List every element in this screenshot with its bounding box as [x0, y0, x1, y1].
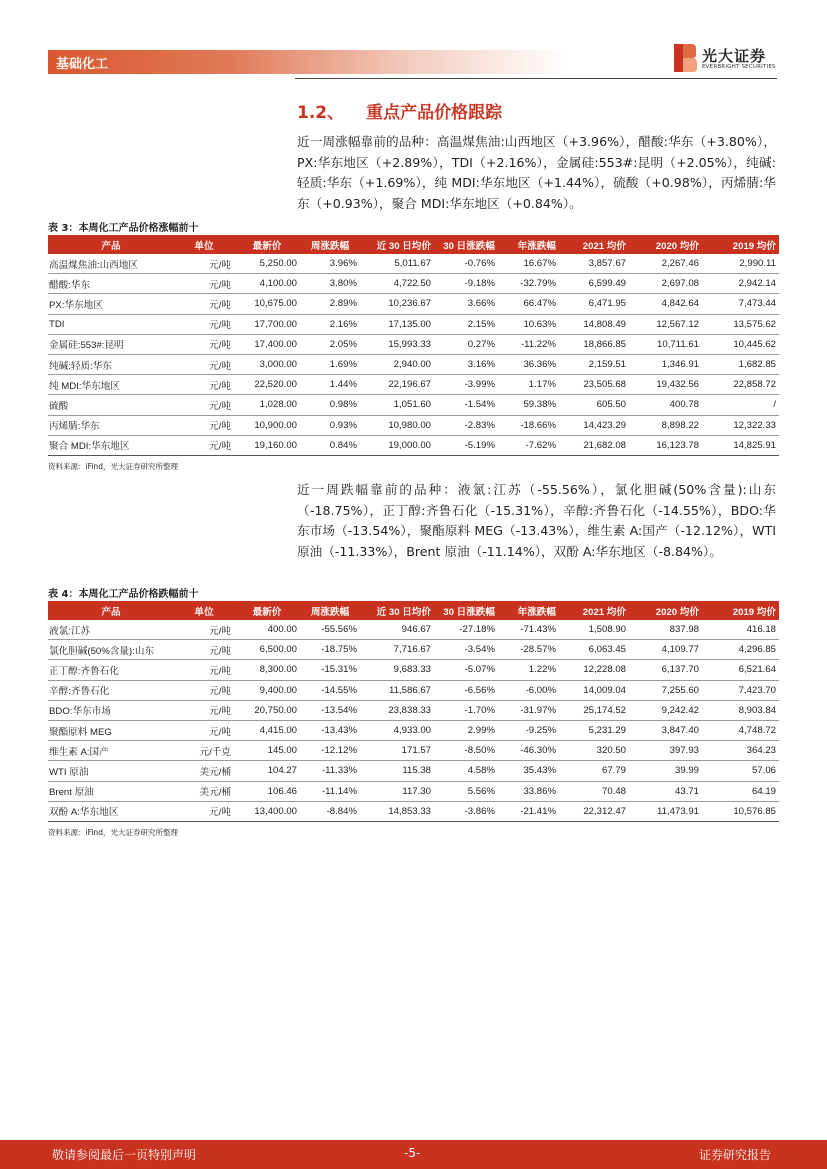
table-rise-caption: 表 3：本周化工产品价格涨幅前十	[48, 223, 199, 234]
cell-change-30d: -6.56%	[434, 680, 498, 700]
cell-latest-price: 13,400.00	[234, 801, 300, 821]
cell-yearly-change: -31.97%	[498, 700, 559, 720]
cell-avg-2020: 43.71	[629, 781, 702, 801]
cell-avg-2021: 14,808.49	[559, 314, 629, 334]
cell-avg-2021: 2,159.51	[559, 354, 629, 374]
cell-avg-2019: 10,445.62	[702, 334, 779, 354]
cell-avg-30d: 171.57	[360, 741, 434, 761]
cell-avg-2019: /	[702, 395, 779, 415]
cell-weekly-change: 3.80%	[300, 274, 360, 294]
everbright-logo-icon	[672, 42, 698, 74]
table-rise	[48, 235, 779, 456]
footer	[0, 1140, 827, 1169]
cell-yearly-change: -11.22%	[498, 334, 559, 354]
cell-latest-price: 400.00	[234, 620, 300, 640]
cell-change-30d: -3.54%	[434, 640, 498, 660]
cell-product: 聚酯原料 MEG	[48, 720, 174, 740]
cell-weekly-change: 0.84%	[300, 435, 360, 455]
table-row	[48, 700, 779, 720]
cell-avg-2019: 64.19	[702, 781, 779, 801]
cell-unit: 元/吨	[174, 640, 234, 660]
cell-latest-price: 17,400.00	[234, 334, 300, 354]
table-row	[48, 640, 779, 660]
cell-avg-2021: 14,009.04	[559, 680, 629, 700]
cell-avg-2021: 21,682.08	[559, 435, 629, 455]
cell-change-30d: 5.56%	[434, 781, 498, 801]
cell-yearly-change: 66.47%	[498, 294, 559, 314]
cell-avg-30d: 5,011.67	[360, 254, 434, 274]
column-header-product: 产品	[48, 601, 174, 620]
cell-unit: 元/吨	[174, 415, 234, 435]
cell-avg-2021: 70.48	[559, 781, 629, 801]
cell-yearly-change: -6.00%	[498, 680, 559, 700]
table-rise-source: 资料来源：iFind，光大证券研究所整理	[48, 462, 178, 471]
cell-avg-2020: 4,109.77	[629, 640, 702, 660]
cell-product: 液氯:江苏	[48, 620, 174, 640]
column-header-change-30d: 30 日涨跌幅	[434, 601, 498, 620]
cell-avg-2021: 5,231.29	[559, 720, 629, 740]
column-header-unit: 单位	[174, 235, 234, 254]
logo-text-en: EVERBRIGHT SECURITIES	[702, 64, 776, 70]
header-rule	[295, 78, 777, 79]
cell-change-30d: 0.27%	[434, 334, 498, 354]
section-tag: 基础化工	[56, 57, 109, 72]
cell-avg-2019: 22,858.72	[702, 375, 779, 395]
cell-change-30d: 3.66%	[434, 294, 498, 314]
cell-avg-2019: 12,322.33	[702, 415, 779, 435]
cell-change-30d: -3.99%	[434, 375, 498, 395]
table-row	[48, 354, 779, 374]
cell-change-30d: -0.76%	[434, 254, 498, 274]
cell-change-30d: 3.16%	[434, 354, 498, 374]
cell-change-30d: 4.58%	[434, 761, 498, 781]
cell-product: 维生素 A:国产	[48, 741, 174, 761]
cell-change-30d: -9.18%	[434, 274, 498, 294]
cell-avg-2021: 6,471.95	[559, 294, 629, 314]
table-row	[48, 620, 779, 640]
column-header-avg-30d: 近 30 日均价	[360, 235, 434, 254]
cell-latest-price: 6,500.00	[234, 640, 300, 660]
table-row	[48, 741, 779, 761]
footer-report-type: 证券研究报告	[698, 1148, 771, 1162]
cell-yearly-change: 16.67%	[498, 254, 559, 274]
column-header-avg-2019: 2019 均价	[702, 601, 779, 620]
cell-yearly-change: -18.66%	[498, 415, 559, 435]
cell-avg-2020: 6,137.70	[629, 660, 702, 680]
column-header-unit: 单位	[174, 601, 234, 620]
cell-weekly-change: -11.14%	[300, 781, 360, 801]
logo-text-cn: 光大证券	[702, 47, 767, 65]
cell-avg-30d: 4,722.50	[360, 274, 434, 294]
cell-product: PX:华东地区	[48, 294, 174, 314]
cell-avg-2019: 8,903.84	[702, 700, 779, 720]
cell-latest-price: 8,300.00	[234, 660, 300, 680]
cell-avg-2019: 13,575.62	[702, 314, 779, 334]
cell-avg-2021: 12,228.08	[559, 660, 629, 680]
cell-avg-2021: 18,866.85	[559, 334, 629, 354]
table-row	[48, 680, 779, 700]
cell-unit: 元/吨	[174, 660, 234, 680]
cell-avg-2019: 10,576.85	[702, 801, 779, 821]
cell-yearly-change: -28.57%	[498, 640, 559, 660]
table-fall-source: 资料来源：iFind，光大证券研究所整理	[48, 828, 178, 837]
cell-product: 聚合 MDI:华东地区	[48, 435, 174, 455]
cell-avg-2019: 4,748.72	[702, 720, 779, 740]
column-header-avg-2020: 2020 均价	[629, 601, 702, 620]
cell-weekly-change: 1.44%	[300, 375, 360, 395]
cell-product: 正丁醇:齐鲁石化	[48, 660, 174, 680]
cell-avg-2021: 25,174.52	[559, 700, 629, 720]
cell-weekly-change: -12.12%	[300, 741, 360, 761]
cell-product: 纯碱:轻质:华东	[48, 354, 174, 374]
cell-avg-30d: 9,683.33	[360, 660, 434, 680]
column-header-avg-2019: 2019 均价	[702, 235, 779, 254]
table-row	[48, 334, 779, 354]
column-header-avg-30d: 近 30 日均价	[360, 601, 434, 620]
cell-avg-2019: 57.06	[702, 761, 779, 781]
cell-avg-2019: 14,825.91	[702, 435, 779, 455]
cell-change-30d: -3.86%	[434, 801, 498, 821]
cell-avg-2019: 2,942.14	[702, 274, 779, 294]
cell-latest-price: 17,700.00	[234, 314, 300, 334]
cell-unit: 元/吨	[174, 294, 234, 314]
cell-avg-2021: 320.50	[559, 741, 629, 761]
cell-product: 纯 MDI:华东地区	[48, 375, 174, 395]
cell-unit: 元/吨	[174, 700, 234, 720]
cell-unit: 元/吨	[174, 274, 234, 294]
cell-avg-30d: 946.67	[360, 620, 434, 640]
table-row	[48, 254, 779, 274]
cell-weekly-change: -13.43%	[300, 720, 360, 740]
cell-avg-30d: 4,933.00	[360, 720, 434, 740]
table-rise-header	[48, 235, 779, 254]
cell-product: 金属硅:553#:昆明	[48, 334, 174, 354]
cell-unit: 元/千克	[174, 741, 234, 761]
cell-avg-2020: 837.98	[629, 620, 702, 640]
cell-weekly-change: 0.98%	[300, 395, 360, 415]
cell-avg-2019: 6,521.64	[702, 660, 779, 680]
cell-weekly-change: -18.75%	[300, 640, 360, 660]
header-band	[48, 50, 568, 74]
cell-unit: 元/吨	[174, 254, 234, 274]
cell-avg-2020: 400.78	[629, 395, 702, 415]
cell-latest-price: 4,415.00	[234, 720, 300, 740]
cell-yearly-change: 33.86%	[498, 781, 559, 801]
cell-avg-30d: 23,838.33	[360, 700, 434, 720]
cell-avg-2020: 2,267.46	[629, 254, 702, 274]
cell-unit: 元/吨	[174, 801, 234, 821]
cell-unit: 美元/桶	[174, 761, 234, 781]
cell-product: BDO:华东市场	[48, 700, 174, 720]
cell-weekly-change: -11.33%	[300, 761, 360, 781]
cell-yearly-change: -7.62%	[498, 435, 559, 455]
page-number: -5-	[404, 1146, 421, 1160]
cell-avg-30d: 1,051.60	[360, 395, 434, 415]
cell-unit: 元/吨	[174, 375, 234, 395]
column-header-product: 产品	[48, 235, 174, 254]
cell-avg-2020: 10,711.61	[629, 334, 702, 354]
cell-weekly-change: -14.55%	[300, 680, 360, 700]
cell-yearly-change: 35.43%	[498, 761, 559, 781]
cell-yearly-change: 1.17%	[498, 375, 559, 395]
cell-unit: 美元/桶	[174, 781, 234, 801]
cell-avg-2021: 605.50	[559, 395, 629, 415]
cell-avg-30d: 22,196.67	[360, 375, 434, 395]
column-header-avg-2020: 2020 均价	[629, 235, 702, 254]
cell-product: WTI 原油	[48, 761, 174, 781]
cell-change-30d: -1.54%	[434, 395, 498, 415]
cell-weekly-change: 2.05%	[300, 334, 360, 354]
cell-avg-2019: 2,990.11	[702, 254, 779, 274]
cell-avg-2021: 14,423.29	[559, 415, 629, 435]
column-header-latest-price: 最新价	[234, 601, 300, 620]
table-row	[48, 395, 779, 415]
cell-product: 氯化胆碱(50%含量):山东	[48, 640, 174, 660]
cell-avg-2020: 2,697.08	[629, 274, 702, 294]
section-title-text: 重点产品价格跟踪	[366, 103, 503, 123]
cell-avg-30d: 11,586.67	[360, 680, 434, 700]
cell-avg-2021: 6,599.49	[559, 274, 629, 294]
everbright-logo	[672, 42, 782, 76]
cell-unit: 元/吨	[174, 395, 234, 415]
cell-avg-2020: 7,255.60	[629, 680, 702, 700]
cell-weekly-change: 2.16%	[300, 314, 360, 334]
column-header-weekly-change: 周涨跌幅	[300, 235, 360, 254]
cell-weekly-change: 3.96%	[300, 254, 360, 274]
cell-avg-30d: 19,000.00	[360, 435, 434, 455]
section-number: 1.2、	[297, 103, 345, 123]
cell-latest-price: 1,028.00	[234, 395, 300, 415]
cell-yearly-change: 36.36%	[498, 354, 559, 374]
table-row	[48, 314, 779, 334]
column-header-avg-2021: 2021 均价	[559, 601, 629, 620]
cell-change-30d: -1.70%	[434, 700, 498, 720]
cell-product: 丙烯腈:华东	[48, 415, 174, 435]
column-header-avg-2021: 2021 均价	[559, 235, 629, 254]
cell-yearly-change: 10.63%	[498, 314, 559, 334]
cell-avg-2020: 8,898.22	[629, 415, 702, 435]
paragraph-rise: 近一周涨幅靠前的品种：高温煤焦油:山西地区（+3.96%），醋酸:华东（+3.80%），PX:华东地区（+2.89%），TDI（+2.16%），金属硅:553#:昆明（+2.05%），纯碱:轻质:华东（+1.69%），纯 MDI:华东地区（+1.44%），硫酸（+0.98%），丙烯腈:华东（+0.93%），聚合 MDI:华东地区（+0.84%）。	[297, 134, 776, 211]
cell-avg-2020: 39.99	[629, 761, 702, 781]
cell-weekly-change: -13.54%	[300, 700, 360, 720]
cell-latest-price: 9,400.00	[234, 680, 300, 700]
cell-avg-2020: 16,123.78	[629, 435, 702, 455]
cell-latest-price: 104.27	[234, 761, 300, 781]
section-title	[297, 98, 502, 123]
cell-product: 辛醇:齐鲁石化	[48, 680, 174, 700]
cell-avg-2020: 11,473.91	[629, 801, 702, 821]
cell-avg-2019: 1,682.85	[702, 354, 779, 374]
table-row	[48, 415, 779, 435]
cell-unit: 元/吨	[174, 620, 234, 640]
cell-change-30d: -2.83%	[434, 415, 498, 435]
cell-avg-2021: 3,857.67	[559, 254, 629, 274]
footer-disclaimer: 敬请参阅最后一页特别声明	[52, 1148, 197, 1162]
paragraph-fall: 近一周跌幅靠前的品种：液氯:江苏（-55.56%），氯化胆碱(50%含量):山东（-18.75%），正丁醇:齐鲁石化（-15.31%），辛醇:齐鲁石化（-14.55%），BDO:华东市场（-13.54%），聚酯原料 MEG（-13.43%），维生素 A:国产（-12.12%），WTI 原油（-11.33%），Brent 原油（-11.14%），双酚 A:华东地区（-8.84%）。	[297, 482, 776, 559]
cell-weekly-change: -8.84%	[300, 801, 360, 821]
cell-latest-price: 10,675.00	[234, 294, 300, 314]
cell-yearly-change: -21.41%	[498, 801, 559, 821]
cell-change-30d: -27.18%	[434, 620, 498, 640]
cell-avg-2020: 12,567.12	[629, 314, 702, 334]
cell-latest-price: 4,100.00	[234, 274, 300, 294]
cell-change-30d: 2.15%	[434, 314, 498, 334]
column-header-latest-price: 最新价	[234, 235, 300, 254]
cell-avg-2019: 7,473.44	[702, 294, 779, 314]
cell-weekly-change: 1.69%	[300, 354, 360, 374]
cell-yearly-change: -71.43%	[498, 620, 559, 640]
cell-product: 硫酸	[48, 395, 174, 415]
cell-avg-2019: 416.18	[702, 620, 779, 640]
cell-product: 双酚 A:华东地区	[48, 801, 174, 821]
cell-unit: 元/吨	[174, 720, 234, 740]
cell-yearly-change: -9.25%	[498, 720, 559, 740]
cell-avg-2019: 364.23	[702, 741, 779, 761]
cell-latest-price: 3,000.00	[234, 354, 300, 374]
column-header-yearly-change: 年涨跌幅	[498, 601, 559, 620]
cell-avg-30d: 10,980.00	[360, 415, 434, 435]
cell-latest-price: 106.46	[234, 781, 300, 801]
cell-unit: 元/吨	[174, 435, 234, 455]
cell-weekly-change: 0.93%	[300, 415, 360, 435]
cell-yearly-change: 1.22%	[498, 660, 559, 680]
table-row	[48, 294, 779, 314]
cell-change-30d: -8.50%	[434, 741, 498, 761]
table-row	[48, 761, 779, 781]
cell-change-30d: 2.99%	[434, 720, 498, 740]
cell-avg-2020: 19,432.56	[629, 375, 702, 395]
cell-unit: 元/吨	[174, 354, 234, 374]
cell-avg-2021: 67.79	[559, 761, 629, 781]
cell-avg-30d: 2,940.00	[360, 354, 434, 374]
cell-avg-2021: 6,063.45	[559, 640, 629, 660]
cell-unit: 元/吨	[174, 334, 234, 354]
cell-yearly-change: -46.30%	[498, 741, 559, 761]
column-header-change-30d: 30 日涨跌幅	[434, 235, 498, 254]
table-fall-caption: 表 4：本周化工产品价格跌幅前十	[48, 589, 199, 600]
cell-avg-30d: 7,716.67	[360, 640, 434, 660]
cell-yearly-change: -32.79%	[498, 274, 559, 294]
cell-avg-30d: 17,135.00	[360, 314, 434, 334]
table-row	[48, 801, 779, 821]
cell-avg-2019: 4,296.85	[702, 640, 779, 660]
cell-latest-price: 5,250.00	[234, 254, 300, 274]
cell-avg-2019: 7,423.70	[702, 680, 779, 700]
cell-unit: 元/吨	[174, 680, 234, 700]
cell-avg-2021: 23,505.68	[559, 375, 629, 395]
table-row	[48, 435, 779, 455]
cell-change-30d: -5.07%	[434, 660, 498, 680]
table-fall	[48, 601, 779, 822]
cell-weekly-change: -55.56%	[300, 620, 360, 640]
cell-avg-2020: 1,346.91	[629, 354, 702, 374]
cell-product: TDI	[48, 314, 174, 334]
cell-latest-price: 20,750.00	[234, 700, 300, 720]
cell-avg-2021: 22,312.47	[559, 801, 629, 821]
cell-latest-price: 22,520.00	[234, 375, 300, 395]
table-fall-header	[48, 601, 779, 620]
cell-avg-2020: 397.93	[629, 741, 702, 761]
cell-latest-price: 10,900.00	[234, 415, 300, 435]
cell-avg-30d: 15,993.33	[360, 334, 434, 354]
cell-product: 醋酸:华东	[48, 274, 174, 294]
cell-yearly-change: 59.38%	[498, 395, 559, 415]
table-row	[48, 720, 779, 740]
table-row	[48, 660, 779, 680]
cell-change-30d: -5.19%	[434, 435, 498, 455]
cell-avg-30d: 10,236.67	[360, 294, 434, 314]
cell-avg-30d: 115.38	[360, 761, 434, 781]
cell-latest-price: 19,160.00	[234, 435, 300, 455]
cell-latest-price: 145.00	[234, 741, 300, 761]
table-row	[48, 781, 779, 801]
cell-avg-2020: 3,847.40	[629, 720, 702, 740]
column-header-yearly-change: 年涨跌幅	[498, 235, 559, 254]
column-header-weekly-change: 周涨跌幅	[300, 601, 360, 620]
table-row	[48, 274, 779, 294]
cell-avg-30d: 117.30	[360, 781, 434, 801]
cell-avg-2021: 1,508.90	[559, 620, 629, 640]
cell-product: 高温煤焦油:山西地区	[48, 254, 174, 274]
cell-unit: 元/吨	[174, 314, 234, 334]
cell-weekly-change: 2.89%	[300, 294, 360, 314]
cell-avg-2020: 9,242.42	[629, 700, 702, 720]
table-row	[48, 375, 779, 395]
cell-avg-2020: 4,842.64	[629, 294, 702, 314]
cell-product: Brent 原油	[48, 781, 174, 801]
cell-weekly-change: -15.31%	[300, 660, 360, 680]
cell-avg-30d: 14,853.33	[360, 801, 434, 821]
